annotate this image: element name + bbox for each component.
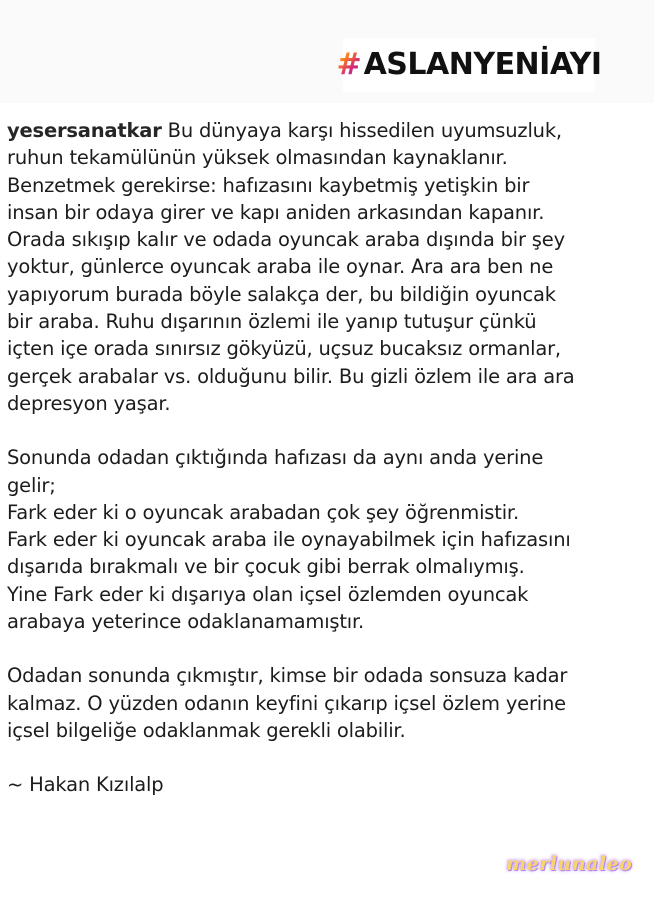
caption-line: ruhun tekamülünün yüksek olmasından kaynaklanır.: [7, 146, 508, 170]
caption-line: [7, 117, 649, 144]
caption-line: yoktur, günlerce oyuncak araba ile oynar. Ara ara ben ne: [7, 255, 554, 279]
caption-line: depresyon yaşar.: [7, 391, 171, 415]
caption-line: yapıyorum burada böyle salakça der, bu bildiğin oyuncak: [7, 282, 556, 306]
caption-line: dışarıda bırakmalı ve bir çocuk gibi berrak olmalıymış.: [7, 555, 525, 579]
caption-line: kalmaz. O yüzden odanın keyfini çıkarıp içsel özlem yerine: [7, 691, 566, 715]
caption-line: içten içe orada sınırsız gökyüzü, uçsuz bucaksız ormanlar,: [7, 337, 561, 361]
caption-line: bir araba. Ruhu dışarının özlemi ile yanıp tutuşur çünkü: [7, 310, 537, 334]
caption-line: Fark eder ki oyuncak araba ile oynayabilmek için hafızasını: [7, 528, 571, 552]
paragraph-gap: [7, 417, 649, 444]
caption-line: Sonunda odadan çıktığında hafızası da aynı anda yerine: [7, 446, 544, 470]
watermark: merlunaleo: [506, 853, 633, 875]
hashtag-banner: [336, 38, 602, 92]
paragraph-gap: [7, 744, 649, 771]
caption-paragraph-3: [7, 662, 649, 744]
signature-text: ~ Hakan Kızılalp: [7, 773, 164, 797]
paragraph-gap: [7, 635, 649, 662]
caption-line: gerçek arabalar vs. olduğunu bilir. Bu gizli özlem ile ara ara: [7, 364, 575, 388]
caption-line: arabaya yeterince odaklanamamıştır.: [7, 610, 365, 634]
hashtag-text: ASLANYENİAYI: [363, 47, 602, 82]
caption-line: Orada sıkışıp kalır ve odada oyuncak araba dışında bir şey: [7, 228, 565, 252]
caption-paragraph-1: [7, 117, 649, 417]
caption-line: Odadan sonunda çıkmıştır, kimse bir odada sonsuza kadar: [7, 664, 568, 688]
hashtag-symbol: #: [336, 47, 362, 82]
caption-text: Bu dünyaya karşı hissedilen uyumsuzluk,: [161, 119, 562, 142]
caption-paragraph-2: [7, 444, 649, 635]
caption-line: Benzetmek gerekirse: hafızasını kaybetmiş yetişkin bir: [7, 173, 530, 197]
caption-line: içsel bilgeliğe odaklanmak gerekli olabilir.: [7, 718, 406, 742]
username-link[interactable]: yesersanatkar: [7, 119, 162, 142]
caption-line: gelir;: [7, 473, 56, 497]
post-caption: [7, 117, 649, 799]
caption-line: insan bir odaya girer ve kapı aniden arkasından kapanır.: [7, 200, 545, 224]
signature: [7, 771, 649, 798]
caption-line: Fark eder ki o oyuncak arabadan çok şey öğrenmistir.: [7, 500, 519, 524]
caption-line: Yine Fark eder ki dışarıya olan içsel özlemden oyuncak: [7, 582, 529, 606]
